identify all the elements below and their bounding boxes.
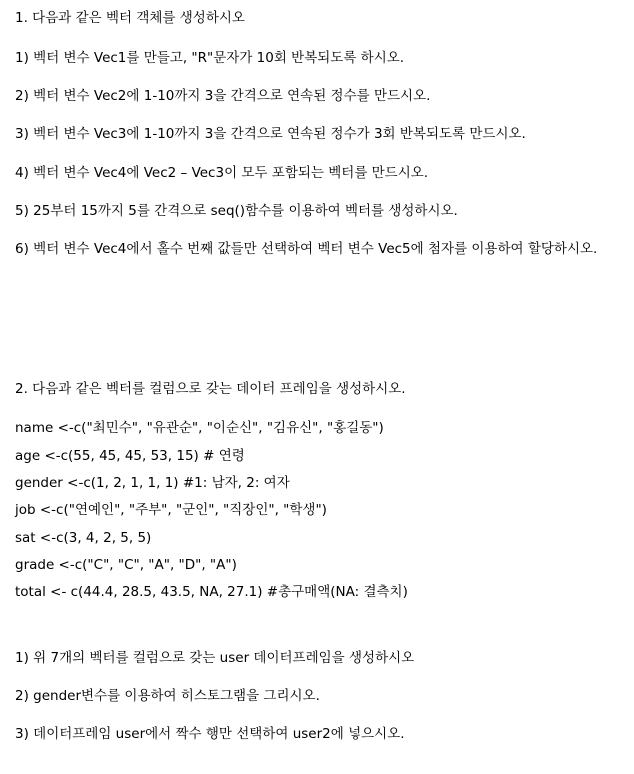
section1-item-3: 3) 벡터 변수 Vec3에 1-10까지 3을 간격으로 연속된 정수가 3회 반복되도록 만드시오.	[15, 126, 526, 142]
code-line-gender: gender <-c(1, 2, 1, 1, 1) #1: 남자, 2: 여자	[15, 475, 290, 491]
section1-item-6: 6) 벡터 변수 Vec4에서 홀수 번째 값들만 선택하여 벡터 변수 Vec5에 첨자를 이용하여 할당하시오.	[15, 241, 598, 257]
code-line-total: total <- c(44.4, 28.5, 43.5, NA, 27.1) #총구매액(NA: 결측치)	[15, 584, 408, 600]
section2-task-3: 3) 데이터프레임 user에서 짝수 행만 선택하여 user2에 넣으시오.	[15, 726, 405, 742]
section1-item-4: 4) 벡터 변수 Vec4에 Vec2 – Vec3이 모두 포함되는 벡터를 만드시오.	[15, 165, 429, 181]
section1-item-2: 2) 벡터 변수 Vec2에 1-10까지 3을 간격으로 연속된 정수를 만드시오.	[15, 88, 431, 104]
section1-item-1: 1) 벡터 변수 Vec1를 만들고, "R"문자가 10회 반복되도록 하시오.	[15, 50, 405, 66]
section1-heading: 1. 다음과 같은 벡터 객체를 생성하시오	[15, 10, 245, 26]
code-line-age: age <-c(55, 45, 45, 53, 15) # 연령	[15, 448, 245, 464]
section2-task-1: 1) 위 7개의 벡터를 컬럼으로 갖는 user 데이터프레임을 생성하시오	[15, 650, 415, 666]
code-line-grade: grade <-c("C", "C", "A", "D", "A")	[15, 557, 237, 573]
code-line-name: name <-c("최민수", "유관순", "이순신", "김유신", "홍길동")	[15, 420, 384, 436]
section2-task-2: 2) gender변수를 이용하여 히스토그램을 그리시오.	[15, 688, 320, 704]
section1-item-5: 5) 25부터 15까지 5를 간격으로 seq()함수를 이용하여 벡터를 생성하시오.	[15, 203, 458, 219]
code-line-job: job <-c("연예인", "주부", "군인", "직장인", "학생")	[15, 502, 327, 518]
code-line-sat: sat <-c(3, 4, 2, 5, 5)	[15, 530, 152, 546]
section2-heading: 2. 다음과 같은 벡터를 컬럼으로 갖는 데이터 프레임을 생성하시오.	[15, 381, 406, 397]
